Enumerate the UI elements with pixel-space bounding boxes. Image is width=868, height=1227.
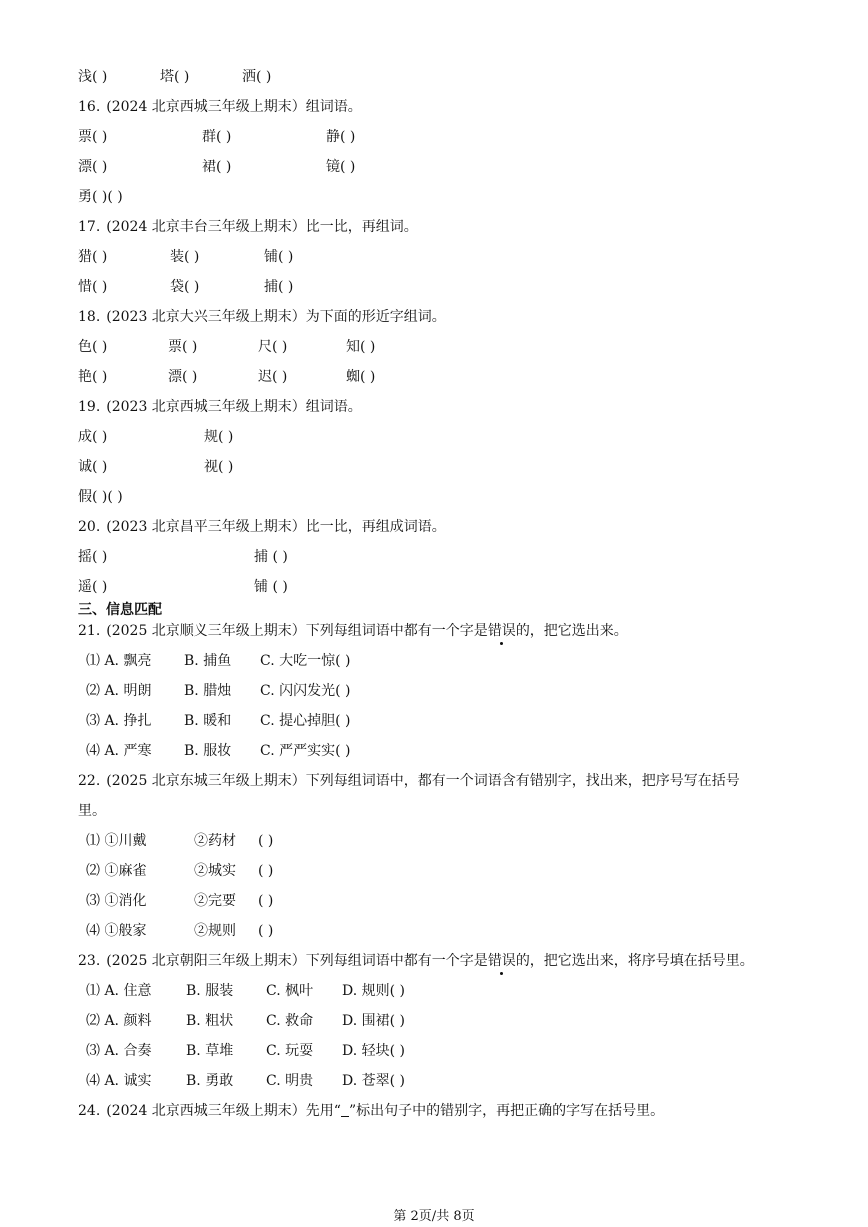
question-20: [78, 518, 446, 540]
answer-blank[interactable]: ( ): [258, 923, 274, 939]
option-a[interactable]: ⑷ A. 诚实: [86, 1073, 152, 1089]
question-text: (2024 北京西城三年级上期末）先用“: [106, 1103, 341, 1119]
blank-item[interactable]: 蜘( ): [346, 369, 376, 385]
page-number: 第 2页/共 8页: [393, 1209, 475, 1224]
answer-blank[interactable]: ( ): [258, 833, 274, 849]
question-16: [78, 98, 362, 120]
question-number: 21.: [78, 623, 101, 639]
question-24: [78, 1102, 664, 1124]
option-b[interactable]: B. 服妆: [184, 743, 232, 759]
blank-item[interactable]: 镜( ): [326, 159, 356, 175]
question-number: 20.: [78, 519, 101, 535]
option-2[interactable]: ②完要: [194, 893, 236, 909]
option-b[interactable]: B. 捕鱼: [184, 653, 232, 669]
option-c[interactable]: C. 枫叶: [266, 983, 314, 999]
blank-item[interactable]: 静( ): [326, 129, 356, 145]
question-23: [78, 952, 754, 974]
option-a[interactable]: ⑷ A. 严寒: [86, 743, 152, 759]
question-text: (2025 北京朝阳三年级上期末）下列每组词语中都有一个字是: [106, 953, 488, 969]
blank-item[interactable]: 迟( ): [258, 369, 288, 385]
question-text: (2023 北京大兴三年级上期末）为下面的形近字组词。: [106, 309, 446, 325]
option-2[interactable]: ②规则: [194, 923, 236, 939]
blank-item[interactable]: 捕 ( ): [254, 549, 288, 565]
option-d[interactable]: D. 围裙( ): [342, 1013, 405, 1029]
answer-blank[interactable]: ( ): [258, 893, 274, 909]
option-b[interactable]: B. 勇敢: [186, 1073, 234, 1089]
blank-item[interactable]: 漂( ): [78, 159, 108, 175]
question-text-tail: 的，把它选出来。: [515, 623, 628, 639]
option-a[interactable]: ⑶ A. 挣扎: [86, 713, 152, 729]
question-21: [78, 622, 628, 644]
blank-item[interactable]: 装( ): [170, 249, 200, 265]
blank-item[interactable]: 摇( ): [78, 549, 108, 565]
option-c[interactable]: C. 救命: [266, 1013, 314, 1029]
blank-item[interactable]: 铺 ( ): [254, 579, 288, 595]
question-text: (2023 北京西城三年级上期末）组词语。: [106, 399, 362, 415]
blank-item[interactable]: 捕( ): [264, 279, 294, 295]
option-c[interactable]: C. 闪闪发光( ): [260, 683, 351, 699]
option-b[interactable]: B. 腊烛: [184, 683, 232, 699]
blank-item[interactable]: 勇( )( ): [78, 189, 123, 205]
emphasis-text: 错误: [487, 953, 516, 969]
blank-item[interactable]: 艳( ): [78, 369, 108, 385]
blank-item[interactable]: 视( ): [204, 459, 234, 475]
blank-item[interactable]: 票( ): [168, 339, 198, 355]
option-a[interactable]: ⑴ A. 住意: [86, 983, 152, 999]
question-17: [78, 218, 418, 240]
question-number: 23.: [78, 953, 101, 969]
blank-item[interactable]: 遥( ): [78, 579, 108, 595]
question-number: 22.: [78, 773, 101, 789]
option-c[interactable]: C. 严严实实( ): [260, 743, 351, 759]
option-1[interactable]: ⑴ ①川戴: [86, 833, 147, 849]
option-1[interactable]: ⑶ ①消化: [86, 893, 147, 909]
blank-item[interactable]: 惜( ): [78, 279, 108, 295]
question-18: [78, 308, 446, 330]
blank-item[interactable]: 塔( ): [160, 69, 190, 85]
question-text-continuation: 里。: [78, 803, 106, 819]
question-19: [78, 398, 362, 420]
question-number: 16.: [78, 99, 101, 115]
blank-item[interactable]: 知( ): [346, 339, 376, 355]
option-b[interactable]: B. 暖和: [184, 713, 232, 729]
blank-item[interactable]: 诚( ): [78, 459, 108, 475]
option-2[interactable]: ②城实: [194, 863, 236, 879]
question-text: (2025 北京顺义三年级上期末）下列每组词语中都有一个字是: [106, 623, 488, 639]
blank-item[interactable]: 群( ): [202, 129, 232, 145]
blank-item[interactable]: 袋( ): [170, 279, 200, 295]
question-number: 18.: [78, 309, 101, 325]
emphasis-text: 错误: [487, 623, 516, 639]
option-a[interactable]: ⑶ A. 合奏: [86, 1043, 152, 1059]
option-a[interactable]: ⑵ A. 颜料: [86, 1013, 152, 1029]
option-c[interactable]: C. 大吃一惊( ): [260, 653, 351, 669]
blank-item[interactable]: 裙( ): [202, 159, 232, 175]
option-c[interactable]: C. 提心掉胆( ): [260, 713, 351, 729]
question-text: (2023 北京昌平三年级上期末）比一比，再组成词语。: [106, 519, 446, 535]
question-text-tail: ”标出句子中的错别字，再把正确的字写在括号里。: [348, 1103, 665, 1119]
blank-item[interactable]: 色( ): [78, 339, 108, 355]
blank-item[interactable]: 票( ): [78, 129, 108, 145]
underline-mark-icon: [341, 1102, 349, 1117]
question-number: 24.: [78, 1103, 101, 1119]
question-number: 19.: [78, 399, 101, 415]
blank-item[interactable]: 成( ): [78, 429, 108, 445]
blank-item[interactable]: 规( ): [204, 429, 234, 445]
option-b[interactable]: B. 草堆: [186, 1043, 234, 1059]
question-text: (2024 北京丰台三年级上期末）比一比，再组词。: [106, 219, 418, 235]
blank-item[interactable]: 尺( ): [258, 339, 288, 355]
blank-item[interactable]: 猎( ): [78, 249, 108, 265]
option-c[interactable]: C. 玩耍: [266, 1043, 314, 1059]
option-b[interactable]: B. 粗状: [186, 1013, 234, 1029]
question-number: 17.: [78, 219, 101, 235]
option-a[interactable]: ⑵ A. 明朗: [86, 683, 152, 699]
blank-item[interactable]: 漂( ): [168, 369, 198, 385]
option-d[interactable]: D. 苍翠( ): [342, 1073, 405, 1089]
option-1[interactable]: ⑷ ①般家: [86, 923, 147, 939]
section-heading: 三、信息匹配: [78, 602, 162, 618]
option-a[interactable]: ⑴ A. 飘亮: [86, 653, 152, 669]
blank-item[interactable]: 假( )( ): [78, 489, 123, 505]
option-d[interactable]: D. 规则( ): [342, 983, 405, 999]
option-1[interactable]: ⑵ ①麻雀: [86, 863, 147, 879]
question-text-tail: 的，把它选出来，将序号填在括号里。: [515, 953, 754, 969]
blank-item[interactable]: 浅( ): [78, 69, 108, 85]
blank-item[interactable]: 铺( ): [264, 249, 294, 265]
option-d[interactable]: D. 轻块( ): [342, 1043, 405, 1059]
question-text: (2024 北京西城三年级上期末）组词语。: [106, 99, 362, 115]
option-c[interactable]: C. 明贵: [266, 1073, 314, 1089]
answer-blank[interactable]: ( ): [258, 863, 274, 879]
question-22: [78, 772, 740, 794]
option-2[interactable]: ②药材: [194, 833, 236, 849]
option-b[interactable]: B. 服装: [186, 983, 234, 999]
question-text: (2025 北京东城三年级上期末）下列每组词语中，都有一个词语含有错别字，找出来，把序号写在括号: [106, 773, 740, 789]
blank-item[interactable]: 洒( ): [242, 69, 272, 85]
